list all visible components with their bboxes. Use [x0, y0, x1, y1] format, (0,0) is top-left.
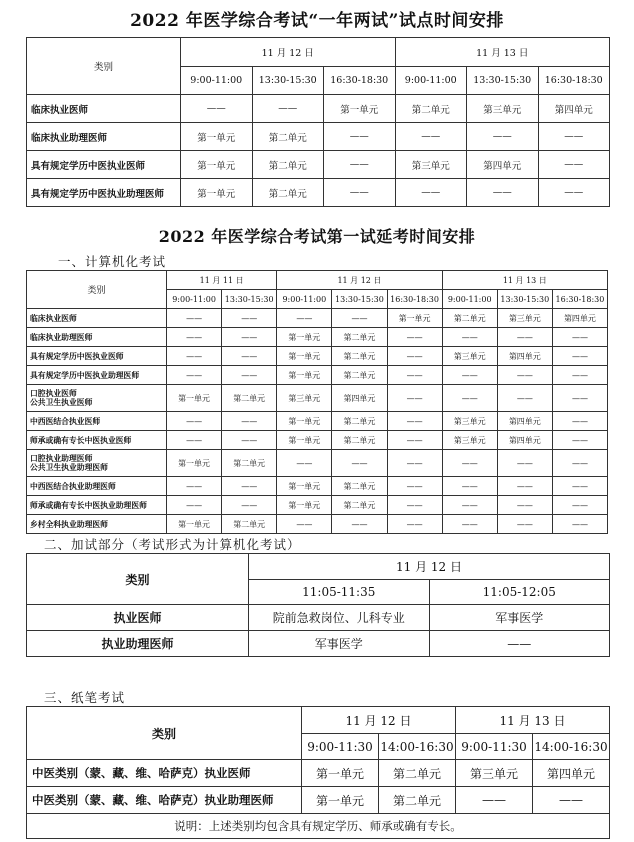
cell: —— — [456, 787, 533, 814]
cell: —— — [442, 385, 497, 412]
cell: —— — [324, 179, 396, 207]
cell: 第二单元 — [332, 366, 387, 385]
cell: 第三单元 — [497, 309, 552, 328]
cell: 第二单元 — [395, 95, 467, 123]
time-header: 9:00-11:30 — [302, 734, 379, 760]
table-row — [27, 787, 610, 814]
cell: —— — [442, 366, 497, 385]
cell: —— — [552, 412, 607, 431]
table-row — [27, 605, 610, 631]
cell: —— — [552, 477, 607, 496]
cell: 第二单元 — [222, 385, 277, 412]
row-label — [27, 385, 167, 412]
cell: —— — [387, 366, 442, 385]
category-header: 类别 — [27, 38, 181, 95]
time-header: 13:30-15:30 — [222, 290, 277, 309]
cell: 第三单元 — [467, 95, 539, 123]
additional-exam-table — [26, 553, 610, 657]
cell: —— — [387, 431, 442, 450]
cell: —— — [387, 477, 442, 496]
cell: —— — [332, 309, 387, 328]
cell: 第三单元 — [442, 412, 497, 431]
cell: —— — [442, 328, 497, 347]
cell: 第四单元 — [538, 95, 610, 123]
row-label: 临床执业助理医师 — [27, 328, 167, 347]
table-row — [27, 412, 608, 431]
cell: 第三单元 — [395, 151, 467, 179]
time-header: 16:30-18:30 — [538, 66, 610, 95]
row-label: 具有规定学历中医执业助理医师 — [27, 179, 181, 207]
cell: —— — [387, 385, 442, 412]
cell: —— — [324, 123, 396, 151]
cell: 第一单元 — [181, 151, 253, 179]
cell: —— — [387, 328, 442, 347]
cell: —— — [552, 385, 607, 412]
row-label-line: 口腔执业助理医师 — [30, 454, 93, 463]
category-header: 类别 — [27, 271, 167, 309]
cell: 第二单元 — [332, 431, 387, 450]
cell: —— — [442, 515, 497, 534]
cell: —— — [277, 515, 332, 534]
time-header: 9:00-11:00 — [181, 66, 253, 95]
deferred-schedule-title: 2022 年医学综合考试第一试延考时间安排 — [158, 227, 476, 246]
cell: —— — [552, 496, 607, 515]
cell: 第一单元 — [277, 347, 332, 366]
time-header: 9:00-11:00 — [167, 290, 222, 309]
cell: 第二单元 — [252, 151, 324, 179]
cell: —— — [497, 515, 552, 534]
cell: 第一单元 — [277, 328, 332, 347]
row-label: 临床执业医师 — [27, 309, 167, 328]
row-label: 中西医结合执业助理医师 — [27, 477, 167, 496]
time-header: 16:30-18:30 — [387, 290, 442, 309]
table-row — [27, 515, 608, 534]
cell: 第二单元 — [252, 123, 324, 151]
cell: 军事医学 — [429, 605, 610, 631]
cell: —— — [222, 431, 277, 450]
day-header: 11 月 12 日 — [302, 707, 456, 734]
cell: —— — [538, 123, 610, 151]
cell: 第四单元 — [497, 431, 552, 450]
time-header: 9:00-11:30 — [456, 734, 533, 760]
cell: 第二单元 — [379, 760, 456, 787]
table-row — [27, 151, 610, 179]
cell: —— — [387, 515, 442, 534]
cell: —— — [222, 347, 277, 366]
day-header: 11 月 12 日 — [181, 38, 396, 67]
row-label: 临床执业医师 — [27, 95, 181, 123]
cell: —— — [387, 347, 442, 366]
cell: 第一单元 — [167, 450, 222, 477]
schedule-title: 2022 年医学综合考试“一年两试”试点时间安排 — [130, 11, 504, 31]
cell: —— — [497, 477, 552, 496]
cell: 第三单元 — [442, 347, 497, 366]
cell: 军事医学 — [249, 631, 430, 657]
row-label: 中医类别（蒙、藏、维、哈萨克）执业助理医师 — [27, 787, 302, 814]
cell: 第一单元 — [167, 515, 222, 534]
cell: —— — [552, 347, 607, 366]
cell: —— — [442, 477, 497, 496]
time-header: 9:00-11:00 — [277, 290, 332, 309]
table-row — [27, 385, 608, 412]
cell: 第一单元 — [181, 179, 253, 207]
section-heading: 三、纸笔考试 — [44, 690, 126, 705]
cell: 第四单元 — [497, 412, 552, 431]
cell: —— — [467, 123, 539, 151]
cell: —— — [167, 347, 222, 366]
cell: —— — [497, 450, 552, 477]
section-heading: 一、计算机化考试 — [58, 254, 167, 269]
cell: —— — [497, 496, 552, 515]
cell: 第一单元 — [277, 412, 332, 431]
category-header: 类别 — [27, 554, 249, 605]
cell: —— — [552, 366, 607, 385]
row-label: 中西医结合执业医师 — [27, 412, 167, 431]
cell: 第二单元 — [332, 328, 387, 347]
section-heading: 二、加试部分（考试形式为计算机化考试） — [44, 537, 301, 552]
day-header: 11 月 13 日 — [456, 707, 610, 734]
table-row — [27, 328, 608, 347]
row-label: 师承或确有专长中医执业医师 — [27, 431, 167, 450]
computer-exam-table — [26, 270, 608, 534]
time-header: 11:05-12:05 — [429, 580, 610, 605]
cell: —— — [167, 431, 222, 450]
table-row — [27, 347, 608, 366]
cell: 第一单元 — [302, 787, 379, 814]
cell: —— — [395, 123, 467, 151]
cell: —— — [387, 450, 442, 477]
cell: —— — [277, 450, 332, 477]
day-header: 11 月 13 日 — [395, 38, 610, 67]
cell: —— — [222, 309, 277, 328]
cell: —— — [552, 515, 607, 534]
cell: —— — [497, 366, 552, 385]
row-label: 中医类别（蒙、藏、维、哈萨克）执业医师 — [27, 760, 302, 787]
time-header: 9:00-11:00 — [442, 290, 497, 309]
cell: —— — [167, 477, 222, 496]
time-header: 13:30-15:30 — [252, 66, 324, 95]
cell: —— — [222, 328, 277, 347]
day-header: 11 月 13 日 — [442, 271, 607, 290]
cell: —— — [552, 450, 607, 477]
time-header: 11:05-11:35 — [249, 580, 430, 605]
cell: 第二单元 — [252, 179, 324, 207]
cell: —— — [167, 309, 222, 328]
cell: —— — [442, 450, 497, 477]
row-label: 具有规定学历中医执业医师 — [27, 151, 181, 179]
cell: 第一单元 — [277, 366, 332, 385]
cell: —— — [538, 151, 610, 179]
table-row — [27, 450, 608, 477]
cell: 第四单元 — [533, 760, 610, 787]
cell: 第二单元 — [332, 347, 387, 366]
cell: 第二单元 — [332, 477, 387, 496]
cell: 第一单元 — [324, 95, 396, 123]
table-row — [27, 179, 610, 207]
table-row — [27, 309, 608, 328]
pilot-schedule-table — [26, 37, 610, 207]
row-label: 乡村全科执业助理医师 — [27, 515, 167, 534]
cell: —— — [252, 95, 324, 123]
cell: —— — [387, 412, 442, 431]
cell: 第二单元 — [442, 309, 497, 328]
table-row — [27, 366, 608, 385]
cell: —— — [497, 328, 552, 347]
cell: —— — [395, 179, 467, 207]
time-header: 16:30-18:30 — [552, 290, 607, 309]
row-label: 执业医师 — [27, 605, 249, 631]
cell: —— — [222, 496, 277, 515]
cell: 院前急救岗位、儿科专业 — [249, 605, 430, 631]
cell: —— — [277, 309, 332, 328]
cell: 第三单元 — [277, 385, 332, 412]
cell: 第一单元 — [387, 309, 442, 328]
cell: —— — [324, 151, 396, 179]
table-row — [27, 760, 610, 787]
cell: 第四单元 — [552, 309, 607, 328]
table-note: 说明：上述类别均包含具有规定学历、师承或确有专长。 — [27, 814, 610, 839]
cell: —— — [552, 431, 607, 450]
cell: —— — [497, 385, 552, 412]
cell: —— — [167, 496, 222, 515]
row-label-line: 公共卫生执业助理医师 — [30, 463, 108, 472]
row-label — [27, 450, 167, 477]
day-header: 11 月 11 日 — [167, 271, 277, 290]
table-row — [27, 477, 608, 496]
row-label: 师承或确有专长中医执业助理医师 — [27, 496, 167, 515]
cell: —— — [222, 477, 277, 496]
row-label: 具有规定学历中医执业助理医师 — [27, 366, 167, 385]
row-label-line: 公共卫生执业医师 — [30, 398, 93, 407]
cell: 第四单元 — [497, 347, 552, 366]
cell: 第一单元 — [302, 760, 379, 787]
time-header: 13:30-15:30 — [497, 290, 552, 309]
table-row — [27, 431, 608, 450]
cell: —— — [167, 328, 222, 347]
cell: 第一单元 — [277, 477, 332, 496]
cell: 第二单元 — [379, 787, 456, 814]
cell: 第三单元 — [456, 760, 533, 787]
cell: —— — [552, 328, 607, 347]
cell: 第三单元 — [442, 431, 497, 450]
table-row — [27, 496, 608, 515]
cell: 第一单元 — [277, 431, 332, 450]
cell: 第四单元 — [332, 385, 387, 412]
cell: 第二单元 — [332, 412, 387, 431]
time-header: 13:30-15:30 — [467, 66, 539, 95]
cell: —— — [467, 179, 539, 207]
cell: —— — [332, 450, 387, 477]
time-header: 14:00-16:30 — [533, 734, 610, 760]
cell: —— — [429, 631, 610, 657]
cell: —— — [167, 412, 222, 431]
cell: 第一单元 — [181, 123, 253, 151]
cell: 第二单元 — [222, 515, 277, 534]
day-header: 11 月 12 日 — [249, 554, 610, 580]
row-label-line: 口腔执业医师 — [30, 389, 77, 398]
cell: —— — [442, 496, 497, 515]
paper-exam-table — [26, 706, 610, 839]
cell: 第二单元 — [222, 450, 277, 477]
category-header: 类别 — [27, 707, 302, 760]
cell: —— — [387, 496, 442, 515]
cell: —— — [538, 179, 610, 207]
cell: —— — [181, 95, 253, 123]
cell: 第二单元 — [332, 496, 387, 515]
time-header: 16:30-18:30 — [324, 66, 396, 95]
time-header: 13:30-15:30 — [332, 290, 387, 309]
day-header: 11 月 12 日 — [277, 271, 442, 290]
cell: —— — [332, 515, 387, 534]
cell: —— — [533, 787, 610, 814]
time-header: 14:00-16:30 — [379, 734, 456, 760]
table-row — [27, 95, 610, 123]
cell: —— — [222, 366, 277, 385]
table-row — [27, 123, 610, 151]
cell: —— — [167, 366, 222, 385]
cell: 第四单元 — [467, 151, 539, 179]
time-header: 9:00-11:00 — [395, 66, 467, 95]
row-label: 临床执业助理医师 — [27, 123, 181, 151]
table-row — [27, 631, 610, 657]
cell: 第一单元 — [167, 385, 222, 412]
cell: —— — [222, 412, 277, 431]
row-label: 具有规定学历中医执业医师 — [27, 347, 167, 366]
cell: 第一单元 — [277, 496, 332, 515]
row-label: 执业助理医师 — [27, 631, 249, 657]
